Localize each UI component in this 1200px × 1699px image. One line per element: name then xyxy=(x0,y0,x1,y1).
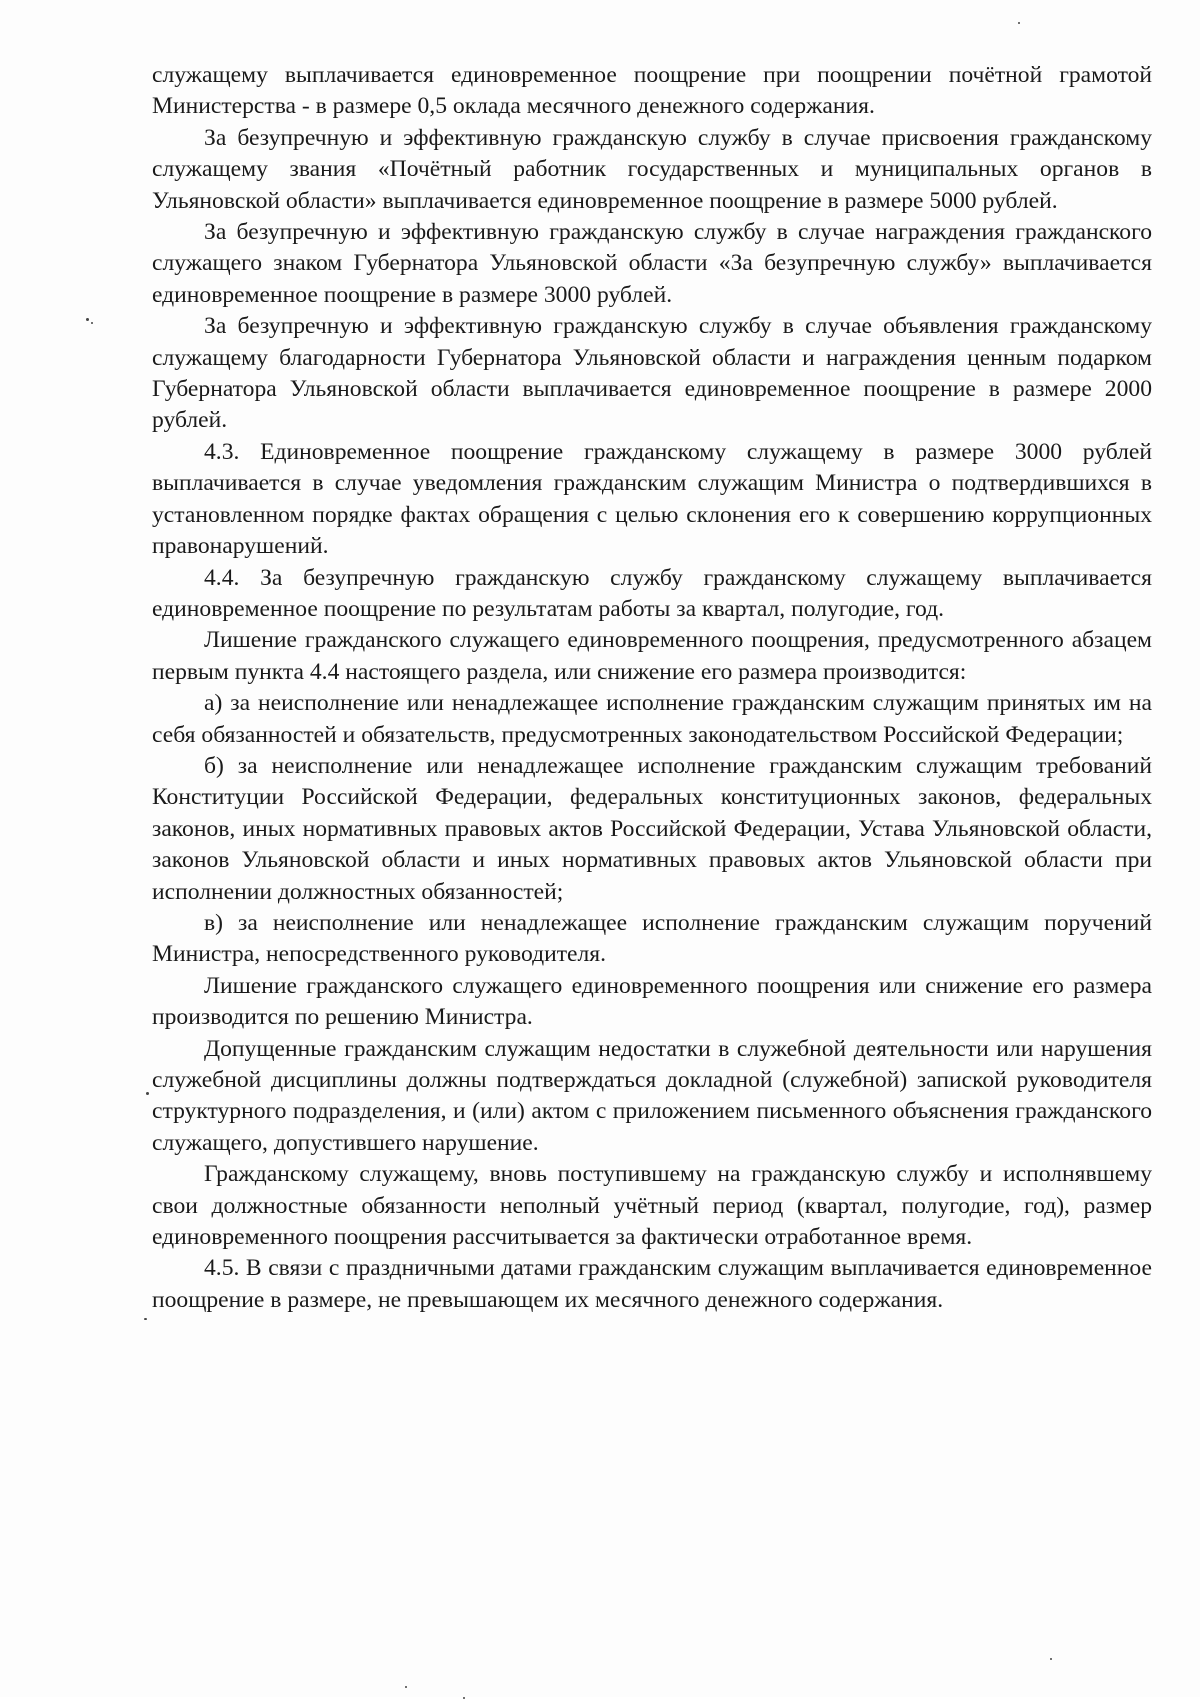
scan-speck xyxy=(144,1318,147,1320)
scan-speck xyxy=(1018,22,1020,24)
paragraph-clause-4-3: 4.3. Единовременное поощрение гражданскому служащему в размере 3000 рублей выплачивается в случае уведомления гражданским служащим Министра о подтвердившихся в установленном порядке фактах обращения с целью склонения его к совершению коррупционных правонарушений. xyxy=(152,438,1152,560)
paragraph-continuation: служащему выплачивается единовременное поощрение при поощрении почётной грамотой Министерства - в размере 0,5 оклада месячного денежного содержания. xyxy=(152,62,1152,120)
paragraph-item-a: а) за неисполнение или ненадлежащее исполнение гражданским служащим принятых им на себя обязанностей и обязательств, предусмотренных законодательством Российской Федерации; xyxy=(152,690,1152,748)
paragraph-clause-4-5: 4.5. В связи с праздничными датами гражданским служащим выплачивается единовременное поощрение в размере, не превышающем их месячного денежного содержания. xyxy=(152,1255,1152,1313)
paragraph-deprivation-intro: Лишение гражданского служащего единовременного поощрения, предусмотренного абзацем первым пункта 4.4 настоящего раздела, или снижение его размера производится: xyxy=(152,627,1152,685)
scan-speck xyxy=(1050,1658,1052,1660)
scan-speck xyxy=(405,1686,407,1688)
paragraph-honorary-worker-title: За безупречную и эффективную гражданскую службу в случае присвоения гражданскому служащему звания «Почётный работник государственных и муниципальных органов в Ульяновской области» выплачивается единовременное поощрение в размере 5000 рублей. xyxy=(152,124,1152,214)
scan-speck xyxy=(86,318,89,321)
paragraph-item-b: б) за неисполнение или ненадлежащее исполнение гражданским служащим требований Конституции Российской Федерации, федеральных конституционных законов, федеральных законов, иных нормативных правовых актов Российской Федерации, Устава Ульяновской области, законов Ульяновской области и иных нормативных правовых актов Ульяновской области при исполнении должностных обязанностей; xyxy=(152,752,1152,905)
paragraph-governor-badge: За безупречную и эффективную гражданскую службу в случае награждения гражданского служащего знаком Губернатора Ульяновской области «За безупречную службу» выплачивается единовременное поощрение в размере 3000 рублей. xyxy=(152,219,1152,308)
paragraph-deprivation-decision: Лишение гражданского служащего единовременного поощрения или снижение его размера производится по решению Министра. xyxy=(152,972,1152,1031)
scan-speck xyxy=(91,322,93,324)
scan-speck xyxy=(146,1092,149,1095)
paragraph-violations-confirmation: Допущенные гражданским служащим недостатки в служебной деятельности или нарушения служебной дисциплины должны подтверждаться докладной (служебной) запиской руководителя структурного подразделения, и (или) актом с приложением письменного объяснения гражданского служащего, допустившего нарушение. xyxy=(152,1035,1152,1156)
paragraph-clause-4-4: 4.4. За безупречную гражданскую службу гражданскому служащему выплачивается единовременное поощрение по результатам работы за квартал, полугодие, год. xyxy=(152,564,1152,622)
document-body xyxy=(152,60,1152,1316)
paragraph-new-employee: Гражданскому служащему, вновь поступившему на гражданскую службу и исполнявшему свои должностные обязанности неполный учётный период (квартал, полугодие, год), размер единовременного поощрения рассчитывается за фактически отработанное время. xyxy=(152,1161,1152,1251)
paragraph-governor-gratitude: За безупречную и эффективную гражданскую службу в случае объявления гражданскому служащему благодарности Губернатора Ульяновской области и награждения ценным подарком Губернатора Ульяновской области выплачивается единовременное поощрение в размере 2000 рублей. xyxy=(152,313,1152,434)
paragraph-item-v: в) за неисполнение или ненадлежащее исполнение гражданским служащим поручений Министра, непосредственного руководителя. xyxy=(152,909,1152,968)
